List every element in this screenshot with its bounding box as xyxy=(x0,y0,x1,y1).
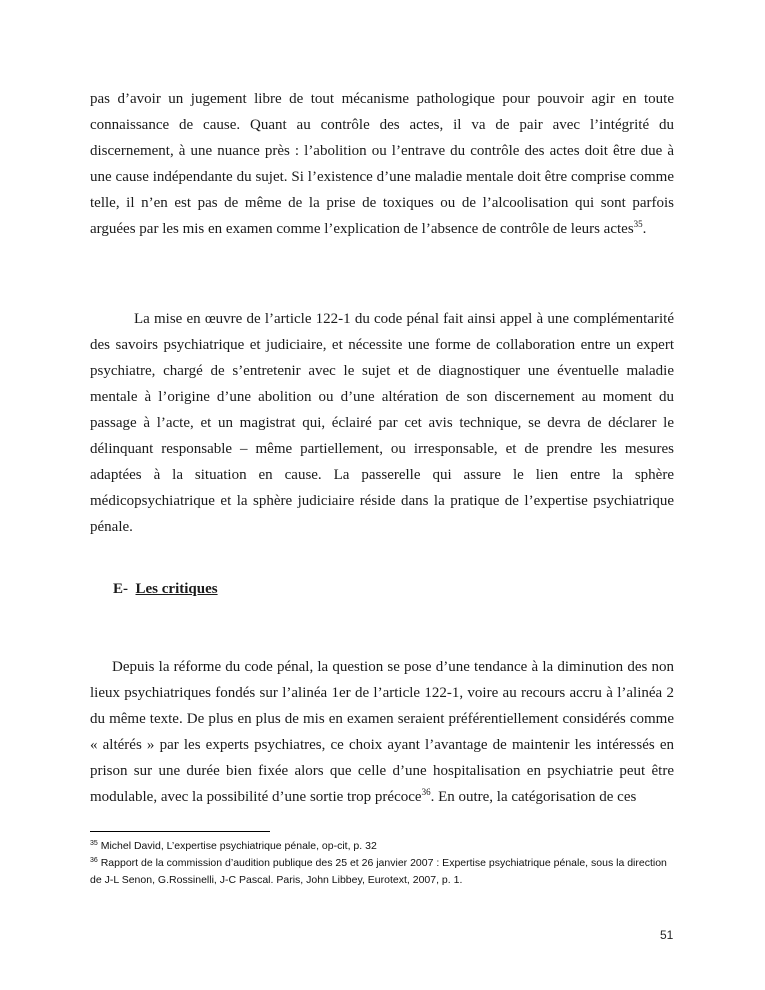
paragraph-tail: . En outre, la catégorisation de ces xyxy=(430,789,637,805)
paragraph-tail: . xyxy=(642,221,647,237)
footnote-reference[interactable]: 36 xyxy=(421,787,431,797)
section-letter: E- xyxy=(113,581,128,597)
section-heading xyxy=(113,578,218,600)
section-title: Les critiques xyxy=(135,581,218,597)
paragraph-text: Depuis la réforme du code pénal, la question se pose d’une tendance à la diminution des non lieux psychiatriques fondés sur l’alinéa 1er de l’article 122-1, voire au recours accru à l’alinéa 2 du même texte. De plus en plus de mis en examen seraient préférentiellement considérés comme « altérés » par les experts psychiatres, ce choix ayant l’avantage de maintenir les intéressés en prison sur une durée bien fixée alors que celle d’une hospitalisation en psychiatrie peut être modulable, avec la possibilité d’une sortie trop précoce xyxy=(90,659,674,805)
paragraph-continuation xyxy=(90,86,674,242)
footnote-35 xyxy=(90,838,680,855)
footnote-number: 36 xyxy=(90,857,98,864)
footnotes xyxy=(90,838,680,889)
page-number: 51 xyxy=(660,928,674,942)
paragraph-article-122-1 xyxy=(90,306,674,540)
footnote-36 xyxy=(90,855,680,889)
paragraph-critiques xyxy=(90,654,674,810)
footnote-text: Michel David, L’expertise psychiatrique pénale, op-cit, p. 32 xyxy=(100,840,377,852)
footnote-text: Rapport de la commission d’audition publique des 25 et 26 janvier 2007 : Expertise psychiatrique pénale, sous la direction de J-L Senon, G.Rossinelli, J-C Pascal. Paris, John Libbey, Eurotext, 2007, p. 1. xyxy=(90,857,667,886)
paragraph-text: pas d’avoir un jugement libre de tout mécanisme pathologique pour pouvoir agir en toute connaissance de cause. Quant au contrôle des actes, il va de pair avec l’intégrité du discernement, à une nuance près : l’abolition ou l’entrave du contrôle des actes doit être due à une cause indépendante du sujet. Si l’existence d’une maladie mentale doit être comprise comme telle, il n’en est pas de même de la prise de toxiques ou de l’alcoolisation qui sont parfois arguées par les mis en examen comme l’explication de l’absence de contrôle de leurs actes xyxy=(90,91,674,237)
footnote-reference[interactable]: 35 xyxy=(633,219,643,229)
footnote-number: 35 xyxy=(90,840,98,847)
footnote-separator xyxy=(90,831,270,832)
paragraph-text: La mise en œuvre de l’article 122-1 du code pénal fait ainsi appel à une complémentarité des savoirs psychiatrique et judiciaire, et nécessite une forme de collaboration entre un expert psychiatre, chargé de s’entretenir avec le sujet et de diagnostiquer une éventuelle maladie mentale à l’origine d’une abolition ou d’une altération de son discernement au moment du passage à l’acte, et un magistrat qui, éclairé par cet avis technique, se devra de déclarer le délinquant responsable – même partiellement, ou irresponsable, et de prendre les mesures adaptées à la situation en cause. La passerelle qui assure le lien entre la sphère médicopsychiatrique et la sphère judiciaire réside dans la pratique de l’expertise psychiatrique pénale. xyxy=(90,311,674,535)
